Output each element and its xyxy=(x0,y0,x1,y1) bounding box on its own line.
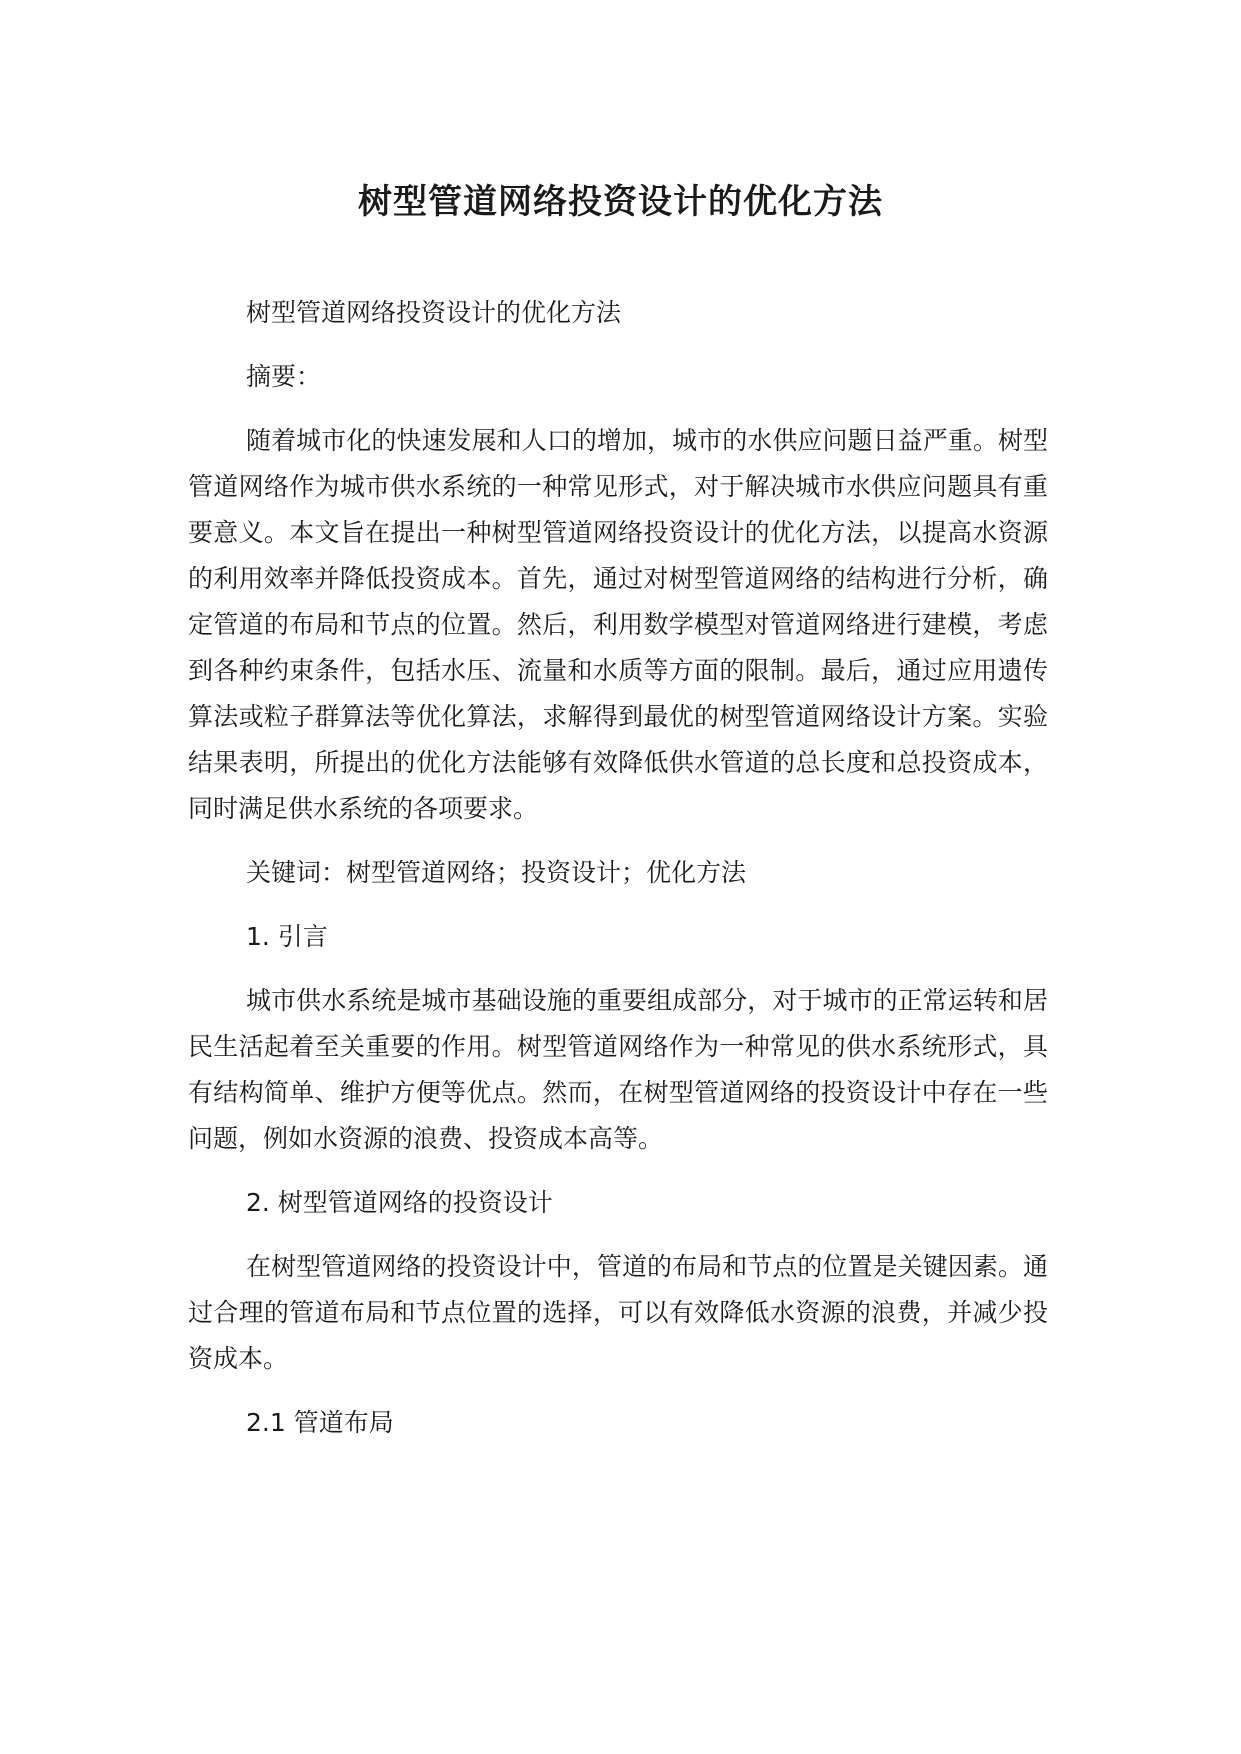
section-1-heading: 1. 引言 xyxy=(246,922,328,951)
section-1-paragraph: 城市供水系统是城市基础设施的重要组成部分，对于城市的正常运转和居民生活起着至关重要的作用。树型管道网络作为一种常见的供水系统形式，具有结构简单、维护方便等优点。然而，在树型管道网络的投资设计中存在一些问题，例如水资源的浪费、投资成本高等。 xyxy=(188,986,1048,1153)
document-title: 树型管道网络投资设计的优化方法 xyxy=(358,182,883,222)
keywords-line: 关键词：树型管道网络；投资设计；优化方法 xyxy=(246,858,747,887)
section-2-1-heading: 2.1 管道布局 xyxy=(246,1408,394,1437)
document-subtitle: 树型管道网络投资设计的优化方法 xyxy=(246,298,622,327)
abstract-paragraph: 随着城市化的快速发展和人口的增加，城市的水供应问题日益严重。树型管道网络作为城市供水系统的一种常见形式，对于解决城市水供应问题具有重要意义。本文旨在提出一种树型管道网络投资设计的优化方法，以提高水资源的利用效率并降低投资成本。首先，通过对树型管道网络的结构进行分析，确定管道的布局和节点的位置。然后，利用数学模型对管道网络进行建模，考虑到各种约束条件，包括水压、流量和水质等方面的限制。最后，通过应用遗传算法或粒子群算法等优化算法，求解得到最优的树型管道网络设计方案。实验结果表明，所提出的优化方法能够有效降低供水管道的总长度和总投资成本，同时满足供水系统的各项要求。 xyxy=(188,426,1048,823)
abstract-heading: 摘要： xyxy=(246,362,322,391)
section-2-paragraph: 在树型管道网络的投资设计中，管道的布局和节点的位置是关键因素。通过合理的管道布局和节点位置的选择，可以有效降低水资源的浪费，并减少投资成本。 xyxy=(188,1252,1048,1373)
section-2-heading: 2. 树型管道网络的投资设计 xyxy=(246,1188,553,1217)
document-body xyxy=(188,290,1048,1464)
